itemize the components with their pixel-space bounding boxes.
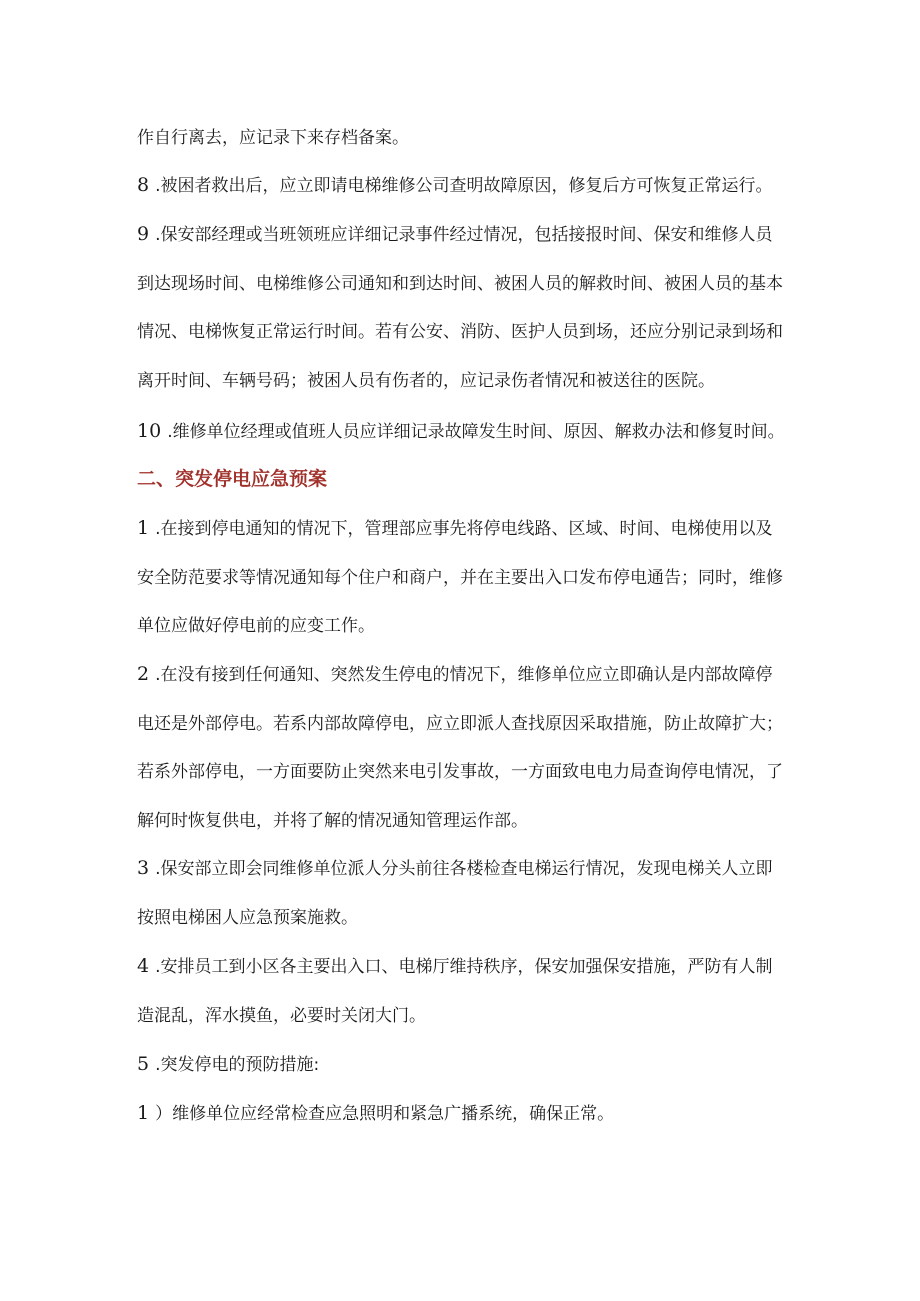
- item-number: 8: [137, 174, 150, 196]
- paragraph-item-9: [137, 210, 789, 405]
- paragraph-text: .突发停电的预防措施:: [155, 1055, 320, 1075]
- paragraph-text: .保安部立即会同维修单位派人分头前往各楼检查电梯运行情况，发现电梯关人立即按照电梯困人应急预案施救。: [137, 859, 773, 928]
- item-number: 2: [137, 663, 150, 685]
- paragraph-text: .被困者救出后，应立即请电梯维修公司查明故障原因，修复后方可恢复正常运行。: [155, 176, 773, 196]
- item-number: 5: [137, 1053, 150, 1075]
- paragraph-text: ）维修单位应经常检查应急照明和紧急广播系统，确保正常。: [155, 1104, 615, 1124]
- paragraph-item-8: [137, 161, 789, 211]
- paragraph-text: .维修单位经理或值班人员应详细记录故障发生时间、原因、解救办法和修复时间。: [167, 422, 785, 442]
- item-number: 1: [137, 1102, 150, 1124]
- paragraph-continuation: [137, 114, 789, 163]
- paragraph-section-item-3: [137, 844, 789, 942]
- section-heading: 二、突发停电应急预案: [137, 468, 328, 490]
- paragraph-text: .在接到停电通知的情况下，管理部应事先将停电线路、区域、时间、电梯使用以及安全防范要求等情况通知每个住户和商户，并在主要出入口发布停电通告；同时，维修单位应做好停电前的应变工作。: [137, 519, 783, 636]
- paragraph-section-item-1: [137, 504, 789, 651]
- paragraph-section-item-4: [137, 942, 789, 1040]
- paragraph-item-10: [137, 407, 789, 457]
- paragraph-text: .安排员工到小区各主要出入口、电梯厅维持秩序，保安加强保安措施，严防有人制造混乱，浑水摸鱼，必要时关闭大门。: [137, 957, 773, 1026]
- item-number: 1: [137, 517, 150, 539]
- paragraph-subitem-1: [137, 1089, 789, 1139]
- paragraph-text: .在没有接到任何通知、突然发生停电的情况下，维修单位应立即确认是内部故障停电还是外部停电。若系内部故障停电，应立即派人查找原因采取措施，防止故障扩大；若系外部停电，一方面要防止突然来电引发事故，一方面致电电力局查询停电情况，了解何时恢复供电，并将了解的情况通知管理运作部。: [137, 665, 783, 831]
- paragraph-section-item-2: [137, 650, 789, 845]
- item-number: 4: [137, 955, 150, 977]
- paragraph-section-item-5: [137, 1040, 789, 1090]
- item-number: 10: [137, 420, 162, 442]
- item-number: 9: [137, 223, 150, 245]
- paragraph-text: .保安部经理或当班领班应详细记录事件经过情况，包括接报时间、保安和维修人员到达现场时间、电梯维修公司通知和到达时间、被困人员的解救时间、被困人员的基本情况、电梯恢复正常运行时间。若有公安、消防、医护人员到场，还应分别记录到场和离开时间、车辆号码；被困人员有伤者的，应记录伤者情况和被送往的医院。: [137, 225, 783, 391]
- item-number: 3: [137, 857, 150, 879]
- paragraph-text: 作自行离去，应记录下来存档备案。: [137, 128, 409, 148]
